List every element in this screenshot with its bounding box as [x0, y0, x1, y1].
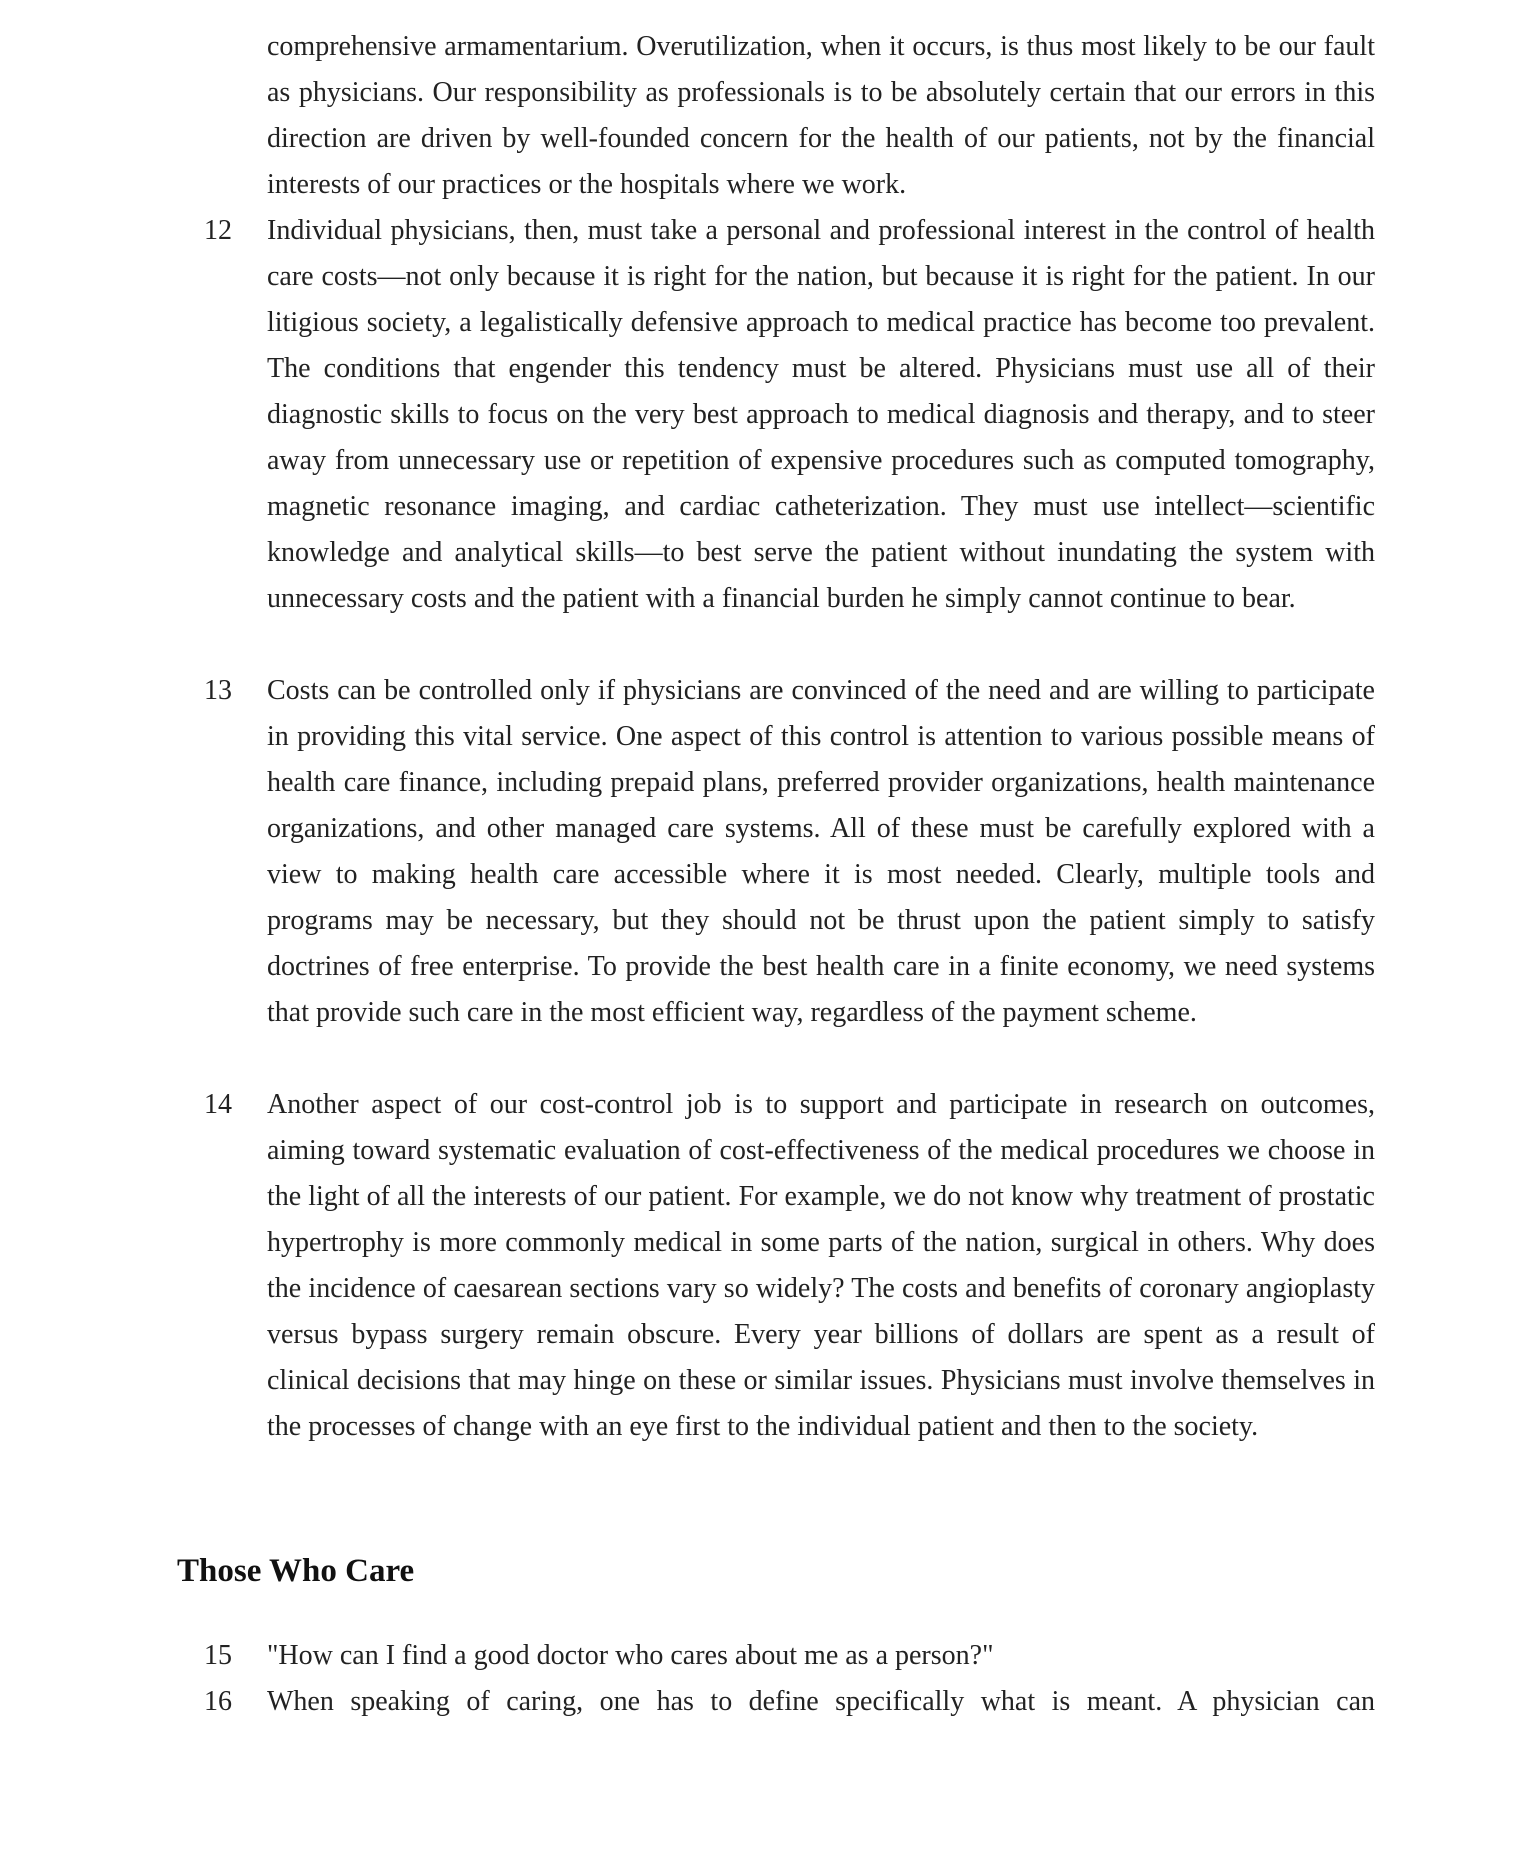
continuation-paragraph: comprehensive armamentarium. Overutilization, when it occurs, is thus most likely to be our fault as physicians. Our responsibility as professionals is to be absolutely certain that our errors in this direction are driven by well-founded concern for the health of our patients, not by the financial interests of our practices or the hospitals where we work.	[267, 31, 1375, 200]
paragraph-number: 13	[204, 675, 232, 706]
paragraph-number: 14	[204, 1089, 232, 1120]
paragraph-number: 15	[204, 1640, 232, 1671]
paragraph-text: Costs can be controlled only if physicians are convinced of the need and are willing to participate in providing this vital service. One aspect of this control is attention to various possible means of health care finance, including prepaid plans, preferred provider organizations, health maintenance organizations, and other managed care systems. All of these must be carefully explored with a view to making health care accessible where it is most needed. Clearly, multiple tools and programs may be necessary, but they should not be thrust upon the patient simply to satisfy doctrines of free enterprise. To provide the best health care in a finite economy, we need systems that provide such care in the most efficient way, regardless of the payment scheme.	[267, 675, 1375, 1028]
paragraph-number: 16	[204, 1686, 232, 1717]
section-heading: Those Who Care	[177, 1553, 415, 1589]
paragraph-text: "How can I find a good doctor who cares about me as a person?"	[267, 1640, 994, 1671]
paragraph-text: When speaking of caring, one has to define specifically what is meant. A physician can	[267, 1686, 1375, 1717]
paragraph-number: 12	[204, 215, 232, 246]
paragraph-text: Another aspect of our cost-control job is to support and participate in research on outcomes, aiming toward systematic evaluation of cost-effectiveness of the medical procedures we choose in the light of all the interests of our patient. For example, we do not know why treatment of prostatic hypertrophy is more commonly medical in some parts of the nation, surgical in others. Why does the incidence of caesarean sections vary so widely? The costs and benefits of coronary angioplasty versus bypass surgery remain obscure. Every year billions of dollars are spent as a result of clinical decisions that may hinge on these or similar issues. Physicians must involve themselves in the processes of change with an eye first to the individual patient and then to the society.	[267, 1089, 1375, 1442]
paragraph-text: Individual physicians, then, must take a personal and professional interest in the control of health care costs—not only because it is right for the nation, but because it is right for the patient. In our litigious society, a legalistically defensive approach to medical practice has become too prevalent. The conditions that engender this tendency must be altered. Physicians must use all of their diagnostic skills to focus on the very best approach to medical diagnosis and therapy, and to steer away from unnecessary use or repetition of expensive procedures such as computed tomography, magnetic resonance imaging, and cardiac catheterization. They must use intellect—scientific knowledge and analytical skills—to best serve the patient without inundating the system with unnecessary costs and the patient with a financial burden he simply cannot continue to bear.	[267, 215, 1375, 614]
